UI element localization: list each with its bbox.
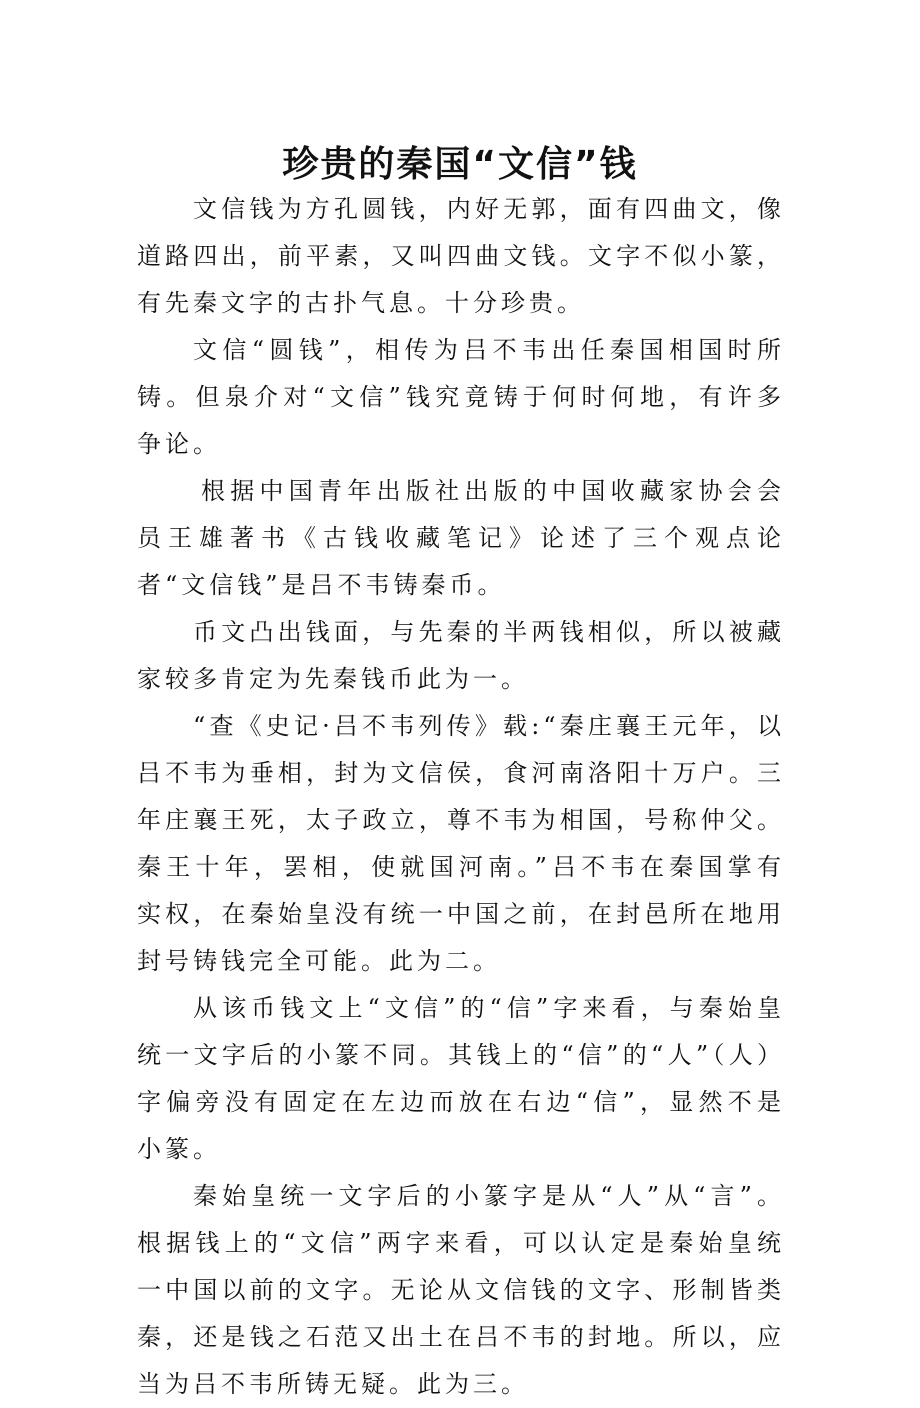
document-body: [137, 186, 785, 1408]
paragraph-2: 文信“圆钱”，相传为吕不韦出任秦国相国时所铸。但泉介对“文信”钱究竟铸于何时何地，有许多争论。: [137, 336, 785, 458]
paragraph-1: 文信钱为方孔圆钱，内好无郭，面有四曲文，像道路四出，前平素，又叫四曲文钱。文字不似小篆，有先秦文字的古扑气息。十分珍贵。: [137, 195, 785, 317]
paragraph-5: “查《史记·吕不韦列传》载:“秦庄襄王元年，以吕不韦为垂相，封为文信侯，食河南洛阳十万户。三年庄襄王死，太子政立，尊不韦为相国，号称仲父。秦王十年，罢相，使就国河南。”吕不韦在秦国掌有实权，在秦始皇没有统一中国之前，在封邑所在地用封号铸钱完全可能。此为二。: [137, 712, 785, 975]
document-title: 珍贵的秦国“文信”钱: [282, 144, 638, 186]
paragraph-6: 从该币钱文上“文信”的“信”字来看，与秦始皇统一文字后的小篆不同。其钱上的“信”的“人”（人）字偏旁没有固定在左边而放在右边“信”，显然不是小篆。: [137, 994, 785, 1163]
paragraph-3: 根据中国青年出版社出版的中国收藏家协会会员王雄著书《古钱收藏笔记》论述了三个观点论者“文信钱”是吕不韦铸秦币。: [137, 477, 785, 599]
paragraph-4: 币文凸出钱面，与先秦的半两钱相似，所以被藏家较多肯定为先秦钱币此为一。: [137, 618, 785, 693]
paragraph-7: 秦始皇统一文字后的小篆字是从“人”从“言”。根据钱上的“文信”两字来看，可以认定是秦始皇统一中国以前的文字。无论从文信钱的文字、形制皆类秦，还是钱之石范又出土在吕不韦的封地。所以，应当为吕不韦所铸无疑。此为三。: [137, 1182, 785, 1398]
